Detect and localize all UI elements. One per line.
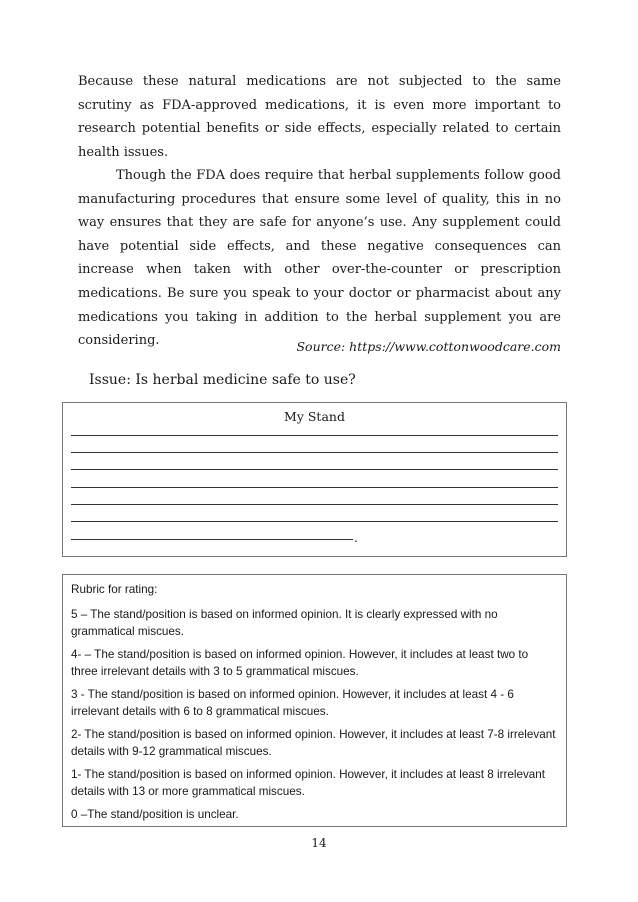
rubric-item-1: 1- The stand/position is based on informed opinion. However, it includes at least 8 irrelevant details with 13 or more grammatical miscues. (71, 768, 546, 798)
rubric-item-5: 5 – The stand/position is based on informed opinion. It is clearly expressed with no grammatical miscues. (71, 608, 498, 638)
source-citation: Source: https://www.cottonwoodcare.com (296, 339, 561, 354)
paragraph-intro: Because these natural medications are not subjected to the same scrutiny as FDA-approved medications, it is even more important to research potential benefits or side effects, especially related to certain health issues. (78, 74, 561, 160)
answer-line[interactable] (71, 452, 558, 453)
rubric-title: Rubric for rating: (71, 583, 158, 596)
answer-line[interactable] (71, 469, 558, 470)
answer-line[interactable] (71, 435, 558, 436)
answer-line[interactable] (71, 504, 558, 505)
answer-line[interactable] (71, 521, 558, 522)
rubric-item-0: 0 –The stand/position is unclear. (71, 808, 239, 821)
my-stand-title: My Stand (284, 409, 345, 424)
answer-line[interactable] (71, 487, 558, 488)
my-stand-box (62, 402, 567, 557)
paragraph-fda: Though the FDA does require that herbal supplements follow good manufacturing procedures that ensure some level of quality, this in no way ensures that they are safe for anyone’s use. Any supplement could have potential side effects, and these negative consequences can increase when taken with other over-the-counter or prescription medications. Be sure you speak to your doctor or pharmacist about any medications you taking in addition to the herbal supplement you are considering. (78, 168, 561, 349)
rubric-item-4: 4- – The stand/position is based on informed opinion. However, it includes at least two to three irrelevant details with 3 to 5 grammatical miscues. (71, 648, 529, 678)
issue-question: Issue: Is herbal medicine safe to use? (89, 372, 356, 388)
page-number: 14 (311, 836, 327, 850)
answer-end-mark: . (354, 531, 358, 545)
rubric-box (62, 574, 567, 827)
rubric-item-3: 3 - The stand/position is based on informed opinion. However, it includes at least 4 - 6 irrelevant details with 6 to 8 grammatical miscues. (71, 688, 514, 718)
rubric-item-2: 2- The stand/position is based on informed opinion. However, it includes at least 7-8 irrelevant details with 9-12 grammatical miscues. (71, 728, 556, 758)
answer-line-last[interactable] (71, 539, 353, 540)
